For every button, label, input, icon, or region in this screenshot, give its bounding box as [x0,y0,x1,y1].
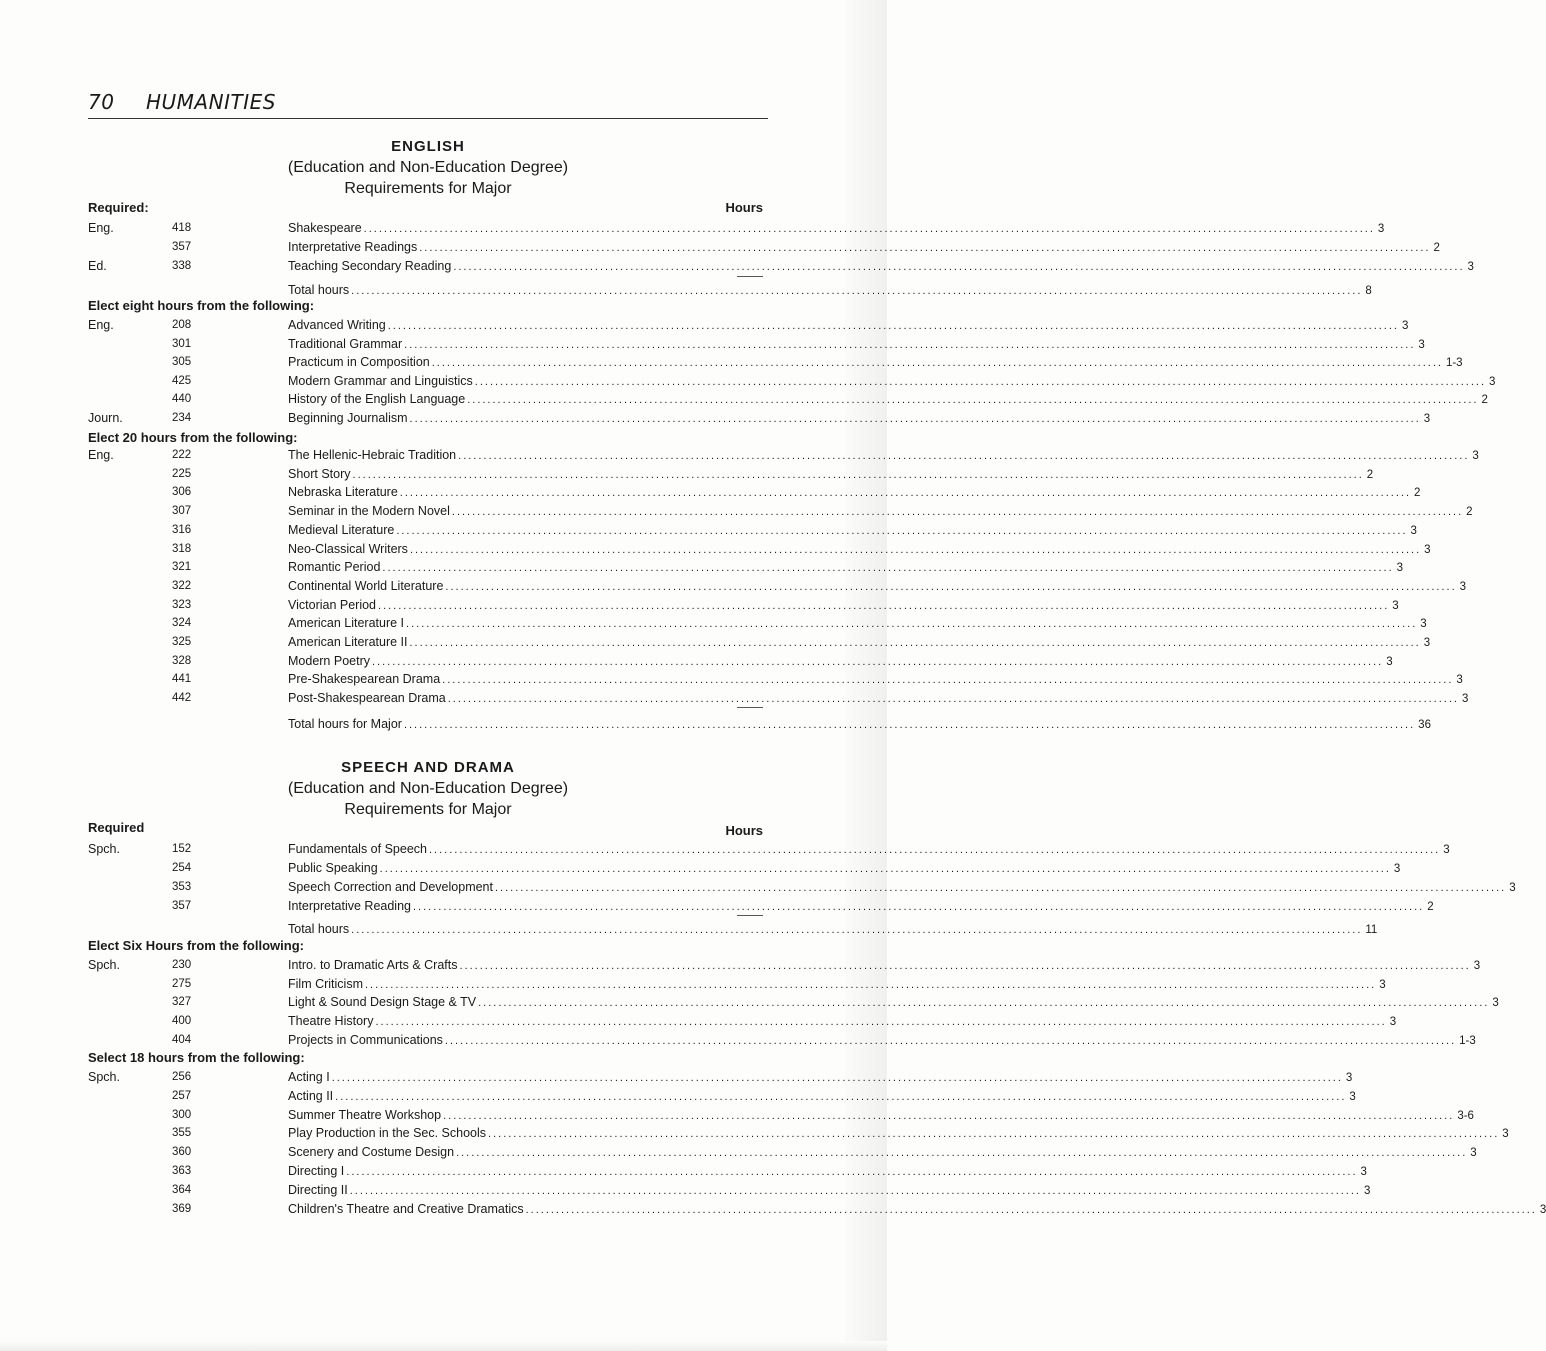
dot-leader: ........................................................................................................................................................................................................ [409,412,1421,425]
course-number: 357 [172,241,192,253]
dot-leader: ........................................................................................................................................................................................................ [525,1203,1537,1216]
course-title-line [288,1124,1509,1144]
elect-eight-label: Elect eight hours from the following: [88,298,315,313]
required-label: Required [88,820,145,835]
course-number: 225 [172,467,192,480]
dot-leader: ........................................................................................................................................................................................................ [351,285,1363,297]
course-hours: 2 [1466,506,1473,519]
course-title-line [288,689,1469,709]
course-title: Directing I [288,1164,345,1178]
course-title: Acting I [288,1070,330,1084]
course-title-line [288,1200,1546,1220]
course-number: 323 [172,598,192,611]
course-row [0,257,1474,276]
dot-leader: ........................................................................................................................................................................................................ [346,1166,1358,1178]
course-row [0,975,1386,994]
elect-six-label: Elect Six Hours from the following: [88,938,304,953]
course-number: 230 [172,959,192,971]
course-number: 325 [172,636,192,648]
course-number: 305 [172,356,192,368]
course-row [0,1181,1371,1200]
course-title-line [288,219,1385,239]
course-number: 355 [172,1127,192,1140]
course-hours: 3 [1424,543,1431,556]
english-subtitle: (Education and Non-Education Degree) [287,159,569,176]
total-value: 8 [1365,285,1372,297]
course-title-line [288,1087,1356,1107]
dot-leader: ........................................................................................................................................................................................................ [375,1016,1387,1029]
course-row [0,390,1488,409]
course-hours: 2 [1481,394,1488,406]
course-title: Nebraska Literature [288,485,398,500]
course-row [0,878,1516,897]
course-title-line [288,878,1516,898]
course-hours: 3 [1539,1203,1546,1216]
course-title: Projects in Communications [288,1032,443,1047]
course-title-line [288,521,1417,541]
course-row [0,1200,1546,1219]
course-title: Fundamentals of Speech [288,842,427,856]
course-number: 338 [172,260,192,272]
dot-leader: ........................................................................................................................................................................................................ [456,1147,1468,1160]
course-title: Romantic Period [288,560,381,575]
course-dept: Spch. [88,842,120,856]
course-title-line [288,859,1401,879]
course-title-line [288,840,1450,860]
course-title-line [288,897,1434,917]
course-number: 222 [172,449,192,461]
total-rule [737,707,763,708]
course-number: 321 [172,561,192,574]
page-number: 70 [88,90,115,114]
dot-leader: ........................................................................................................................................................................................................ [459,960,1471,972]
course-title: Film Criticism [288,976,363,991]
course-title-line [288,956,1481,976]
dot-leader: ........................................................................................................................................................................................................ [404,338,1416,351]
dot-leader: ........................................................................................................................................................................................................ [379,863,1391,875]
course-title-line [288,316,1409,336]
total-label: Total hours for Major [288,717,402,731]
course-title-line [288,596,1399,616]
course-hours: 3 [1393,863,1401,875]
course-row [0,502,1473,521]
dot-leader: ........................................................................................................................................................................................................ [442,674,1454,687]
dot-leader: ........................................................................................................................................................................................................ [445,580,1457,593]
course-hours: 3 [1502,1128,1509,1141]
course-hours: 3 [1377,223,1385,235]
course-title-line [288,465,1374,485]
course-row [0,956,1481,975]
course-number: 327 [172,996,192,1009]
course-number: 256 [172,1071,192,1083]
course-title: American Literature I [288,616,405,631]
course-title: Post-Shakespearean Drama [288,691,446,706]
course-hours: 2 [1433,242,1440,254]
dot-leader: ........................................................................................................................................................................................................ [335,1090,1347,1103]
course-title: Victorian Period [288,597,377,612]
course-number: 300 [172,1108,192,1121]
course-number: 208 [172,319,192,331]
course-number: 404 [172,1033,192,1046]
course-title: Practicum in Composition [288,355,430,369]
dot-leader: ........................................................................................................................................................................................................ [419,242,1431,254]
course-number: 301 [172,337,192,350]
course-title-line [288,670,1463,690]
course-row [0,689,1469,708]
total-row [0,715,1431,734]
course-hours: 3 [1509,882,1516,894]
course-row [0,540,1431,559]
course-row [0,353,1463,372]
course-number: 234 [172,411,192,424]
course-title: Interpretative Reading [288,899,411,913]
course-number: 425 [172,374,192,387]
dot-leader: ........................................................................................................................................................................................................ [467,394,1479,406]
course-hours: 3-6 [1457,1109,1474,1122]
speech-heading [88,757,768,820]
course-number: 275 [172,977,192,990]
dot-leader: ........................................................................................................................................................................................................ [444,1034,1457,1047]
course-title-line [288,483,1421,503]
dot-leader: ........................................................................................................................................................................................................ [351,924,1363,936]
course-title-line [288,614,1427,634]
dot-leader: ........................................................................................................................................................................................................ [451,506,1464,519]
dot-leader: ........................................................................................................................................................................................................ [406,618,1418,631]
dot-leader: ........................................................................................................................................................................................................ [371,655,1384,668]
course-hours: 3 [1345,1072,1353,1084]
course-title-line [288,1106,1474,1126]
course-title: Modern Grammar and Linguistics [288,373,473,388]
course-number: 360 [172,1146,192,1159]
dot-leader: ........................................................................................................................................................................................................ [387,320,1399,332]
course-number: 324 [172,617,192,630]
dot-leader: ........................................................................................................................................................................................................ [494,882,1507,894]
hours-label: Hours [725,823,763,838]
dot-leader: ........................................................................................................................................................................................................ [363,223,1375,235]
course-title: Children's Theatre and Creative Dramatics [288,1201,524,1216]
course-hours: 3 [1410,524,1417,537]
course-hours: 3 [1418,338,1425,351]
course-row [0,670,1463,689]
hours-label: Hours [725,200,763,215]
dot-leader: ........................................................................................................................................................................................................ [403,719,1416,731]
dot-leader: ........................................................................................................................................................................................................ [453,261,1465,273]
course-number: 322 [172,579,192,592]
dot-leader: ........................................................................................................................................................................................................ [413,901,1425,913]
total-value: 11 [1365,924,1378,936]
course-row [0,446,1479,465]
course-title: Teaching Secondary Reading [288,259,452,273]
course-dept: Ed. [88,259,107,273]
dot-leader: ........................................................................................................................................................................................................ [399,487,1412,500]
dot-leader: ........................................................................................................................................................................................................ [331,1072,1343,1084]
course-title: The Hellenic-Hebraic Tradition [288,448,457,462]
course-title: Directing II [288,1182,348,1197]
course-title-line [288,353,1463,373]
course-title-line [288,238,1440,258]
course-row [0,652,1393,671]
dot-leader: ........................................................................................................................................................................................................ [447,693,1459,706]
course-title: Neo-Classical Writers [288,541,408,556]
course-title-line [288,1143,1477,1163]
course-row [0,596,1399,615]
course-title: History of the English Language [288,392,466,406]
english-heading [88,136,768,199]
course-row [0,316,1409,335]
course-number: 441 [172,673,192,686]
course-row [0,633,1431,652]
course-title: Play Production in the Sec. Schools [288,1126,487,1141]
course-row [0,558,1404,577]
course-title-line [288,409,1431,429]
course-dept: Eng. [88,221,114,235]
course-hours: 3 [1472,450,1479,462]
course-hours: 2 [1414,487,1421,500]
course-hours: 3 [1456,674,1463,687]
course-title-line [288,1031,1476,1051]
course-title: Short Story [288,466,351,481]
course-row [0,1087,1356,1106]
course-title: Light & Sound Design Stage & TV [288,995,477,1010]
course-number: 307 [172,505,192,518]
elect-twenty-label: Elect 20 hours from the following: [88,430,298,445]
course-number: 400 [172,1015,192,1028]
dot-leader: ........................................................................................................................................................................................................ [443,1109,1455,1122]
page-bottom-shadow [0,1341,887,1351]
course-number: 328 [172,654,192,667]
running-header [88,90,768,114]
course-hours: 3 [1360,1166,1367,1178]
course-hours: 3 [1363,1184,1371,1197]
course-dept: Journ. [88,410,123,425]
speech-subtitle: (Education and Non-Education Degree) [287,780,569,797]
course-row [0,1068,1353,1087]
course-title: Seminar in the Modern Novel [288,504,450,519]
course-row [0,238,1440,257]
dot-leader: ........................................................................................................................................................................................................ [488,1128,1500,1141]
course-row [0,897,1434,916]
dot-leader: ........................................................................................................................................................................................................ [378,599,1390,612]
course-number: 318 [172,542,192,555]
course-title: Scenery and Costume Design [288,1145,455,1160]
course-title-line [288,920,1378,940]
course-hours: 3 [1492,997,1499,1010]
course-row [0,1124,1509,1143]
total-rule [737,276,763,277]
speech-required-header [88,820,763,838]
course-dept: Eng. [88,318,114,332]
course-number: 364 [172,1183,192,1196]
course-hours: 2 [1366,468,1374,481]
course-row [0,614,1427,633]
course-hours: 3 [1470,1147,1477,1160]
dot-leader: ........................................................................................................................................................................................................ [349,1184,1361,1197]
dot-leader: ........................................................................................................................................................................................................ [352,468,1364,481]
course-title: American Literature II [288,635,408,649]
course-title: Beginning Journalism [288,410,408,425]
course-number: 254 [172,862,192,874]
course-title-line [288,540,1431,560]
course-row [0,372,1496,391]
course-title-line [288,502,1473,522]
course-title: Summer Theatre Workshop [288,1107,442,1122]
course-hours: 3 [1459,580,1467,593]
speech-subtitle-requirements: Requirements for Major [344,801,512,818]
course-title: Modern Poetry [288,653,370,668]
course-number: 357 [172,900,192,912]
course-title: Shakespeare [288,221,362,235]
select-eighteen-label: Select 18 hours from the following: [88,1050,305,1065]
course-title-line [288,715,1431,735]
total-label: Total hours [288,283,350,297]
course-hours: 3 [1420,618,1427,631]
course-row [0,577,1467,596]
course-hours: 3 [1423,637,1431,649]
course-title-line [288,577,1467,597]
dot-leader: ........................................................................................................................................................................................................ [478,997,1490,1010]
header-rule [88,118,768,119]
course-row [0,465,1374,484]
speech-title: SPEECH AND DRAMA [341,759,515,776]
course-row [0,1143,1477,1162]
course-title-line [288,1068,1353,1088]
course-title: Intro. to Dramatic Arts & Crafts [288,958,458,972]
course-row [0,335,1425,354]
course-hours: 3 [1349,1090,1356,1103]
course-dept: Spch. [88,1070,120,1084]
course-number: 369 [172,1202,192,1215]
course-number: 316 [172,523,192,536]
english-required-header [88,200,763,215]
course-title: Advanced Writing [288,318,386,332]
course-title-line [288,390,1488,410]
total-label: Total hours [288,922,350,936]
course-row [0,409,1431,428]
course-hours: 1-3 [1459,1034,1476,1047]
course-title-line [288,446,1479,466]
course-title-line [288,1012,1397,1032]
dot-leader: ........................................................................................................................................................................................................ [428,844,1441,856]
course-hours: 3 [1386,655,1393,668]
course-hours: 3 [1489,375,1496,388]
course-title-line [288,335,1425,355]
course-row [0,1012,1397,1031]
course-title: Theatre History [288,1014,374,1029]
course-hours: 3 [1389,1016,1397,1029]
section-title: HUMANITIES [146,90,276,114]
course-hours: 1-3 [1445,357,1463,369]
course-hours: 2 [1427,901,1434,913]
course-title-line [288,372,1496,392]
required-label: Required: [88,200,149,215]
course-hours: 3 [1401,320,1409,332]
dot-leader: ........................................................................................................................................................................................................ [364,978,1377,991]
course-dept: Eng. [88,448,114,462]
course-title-line [288,975,1386,995]
course-row [0,1106,1474,1125]
course-number: 418 [172,222,192,234]
course-hours: 3 [1396,562,1404,575]
dot-leader: ........................................................................................................................................................................................................ [458,450,1470,462]
english-title: ENGLISH [391,138,465,155]
total-rule [737,915,763,916]
course-number: 152 [172,843,192,855]
course-title-line [288,257,1474,277]
course-hours: 3 [1379,978,1386,991]
course-title: Pre-Shakespearean Drama [288,672,441,687]
course-row [0,859,1401,878]
course-row [0,483,1421,502]
course-title: Continental World Literature [288,578,444,593]
dot-leader: ........................................................................................................................................................................................................ [396,524,1408,537]
course-title-line [288,993,1499,1013]
course-title: Traditional Grammar [288,336,403,351]
course-number: 440 [172,393,192,405]
course-number: 257 [172,1089,192,1102]
course-hours: 3 [1423,412,1431,425]
course-title: Acting II [288,1088,334,1103]
course-title: Public Speaking [288,861,378,875]
dot-leader: ........................................................................................................................................................................................................ [382,562,1394,575]
course-number: 442 [172,692,192,705]
course-hours: 3 [1467,261,1474,273]
course-title-line [288,558,1404,578]
course-title: Interpretative Readings [288,240,418,254]
total-value: 36 [1418,719,1431,731]
dot-leader: ........................................................................................................................................................................................................ [409,543,1422,556]
course-row [0,1162,1367,1181]
course-row [0,993,1499,1012]
course-hours: 3 [1443,844,1450,856]
course-dept: Spch. [88,958,120,972]
dot-leader: ........................................................................................................................................................................................................ [431,357,1443,369]
course-hours: 3 [1392,599,1399,612]
course-title-line [288,633,1431,653]
course-hours: 3 [1473,960,1481,972]
course-title-line [288,1162,1367,1182]
course-row [0,1031,1476,1050]
course-title-line [288,281,1372,301]
course-number: 363 [172,1165,192,1177]
course-title-line [288,1181,1371,1201]
english-subtitle-requirements: Requirements for Major [344,180,512,197]
course-hours: 3 [1461,693,1469,706]
course-title: Medieval Literature [288,522,395,537]
course-number: 353 [172,881,192,893]
course-row [0,219,1385,238]
course-row [0,840,1450,859]
course-title-line [288,652,1393,672]
course-title: Speech Correction and Development [288,880,493,894]
course-row [0,521,1417,540]
dot-leader: ........................................................................................................................................................................................................ [474,375,1487,388]
dot-leader: ........................................................................................................................................................................................................ [409,637,1421,649]
course-number: 306 [172,486,192,499]
